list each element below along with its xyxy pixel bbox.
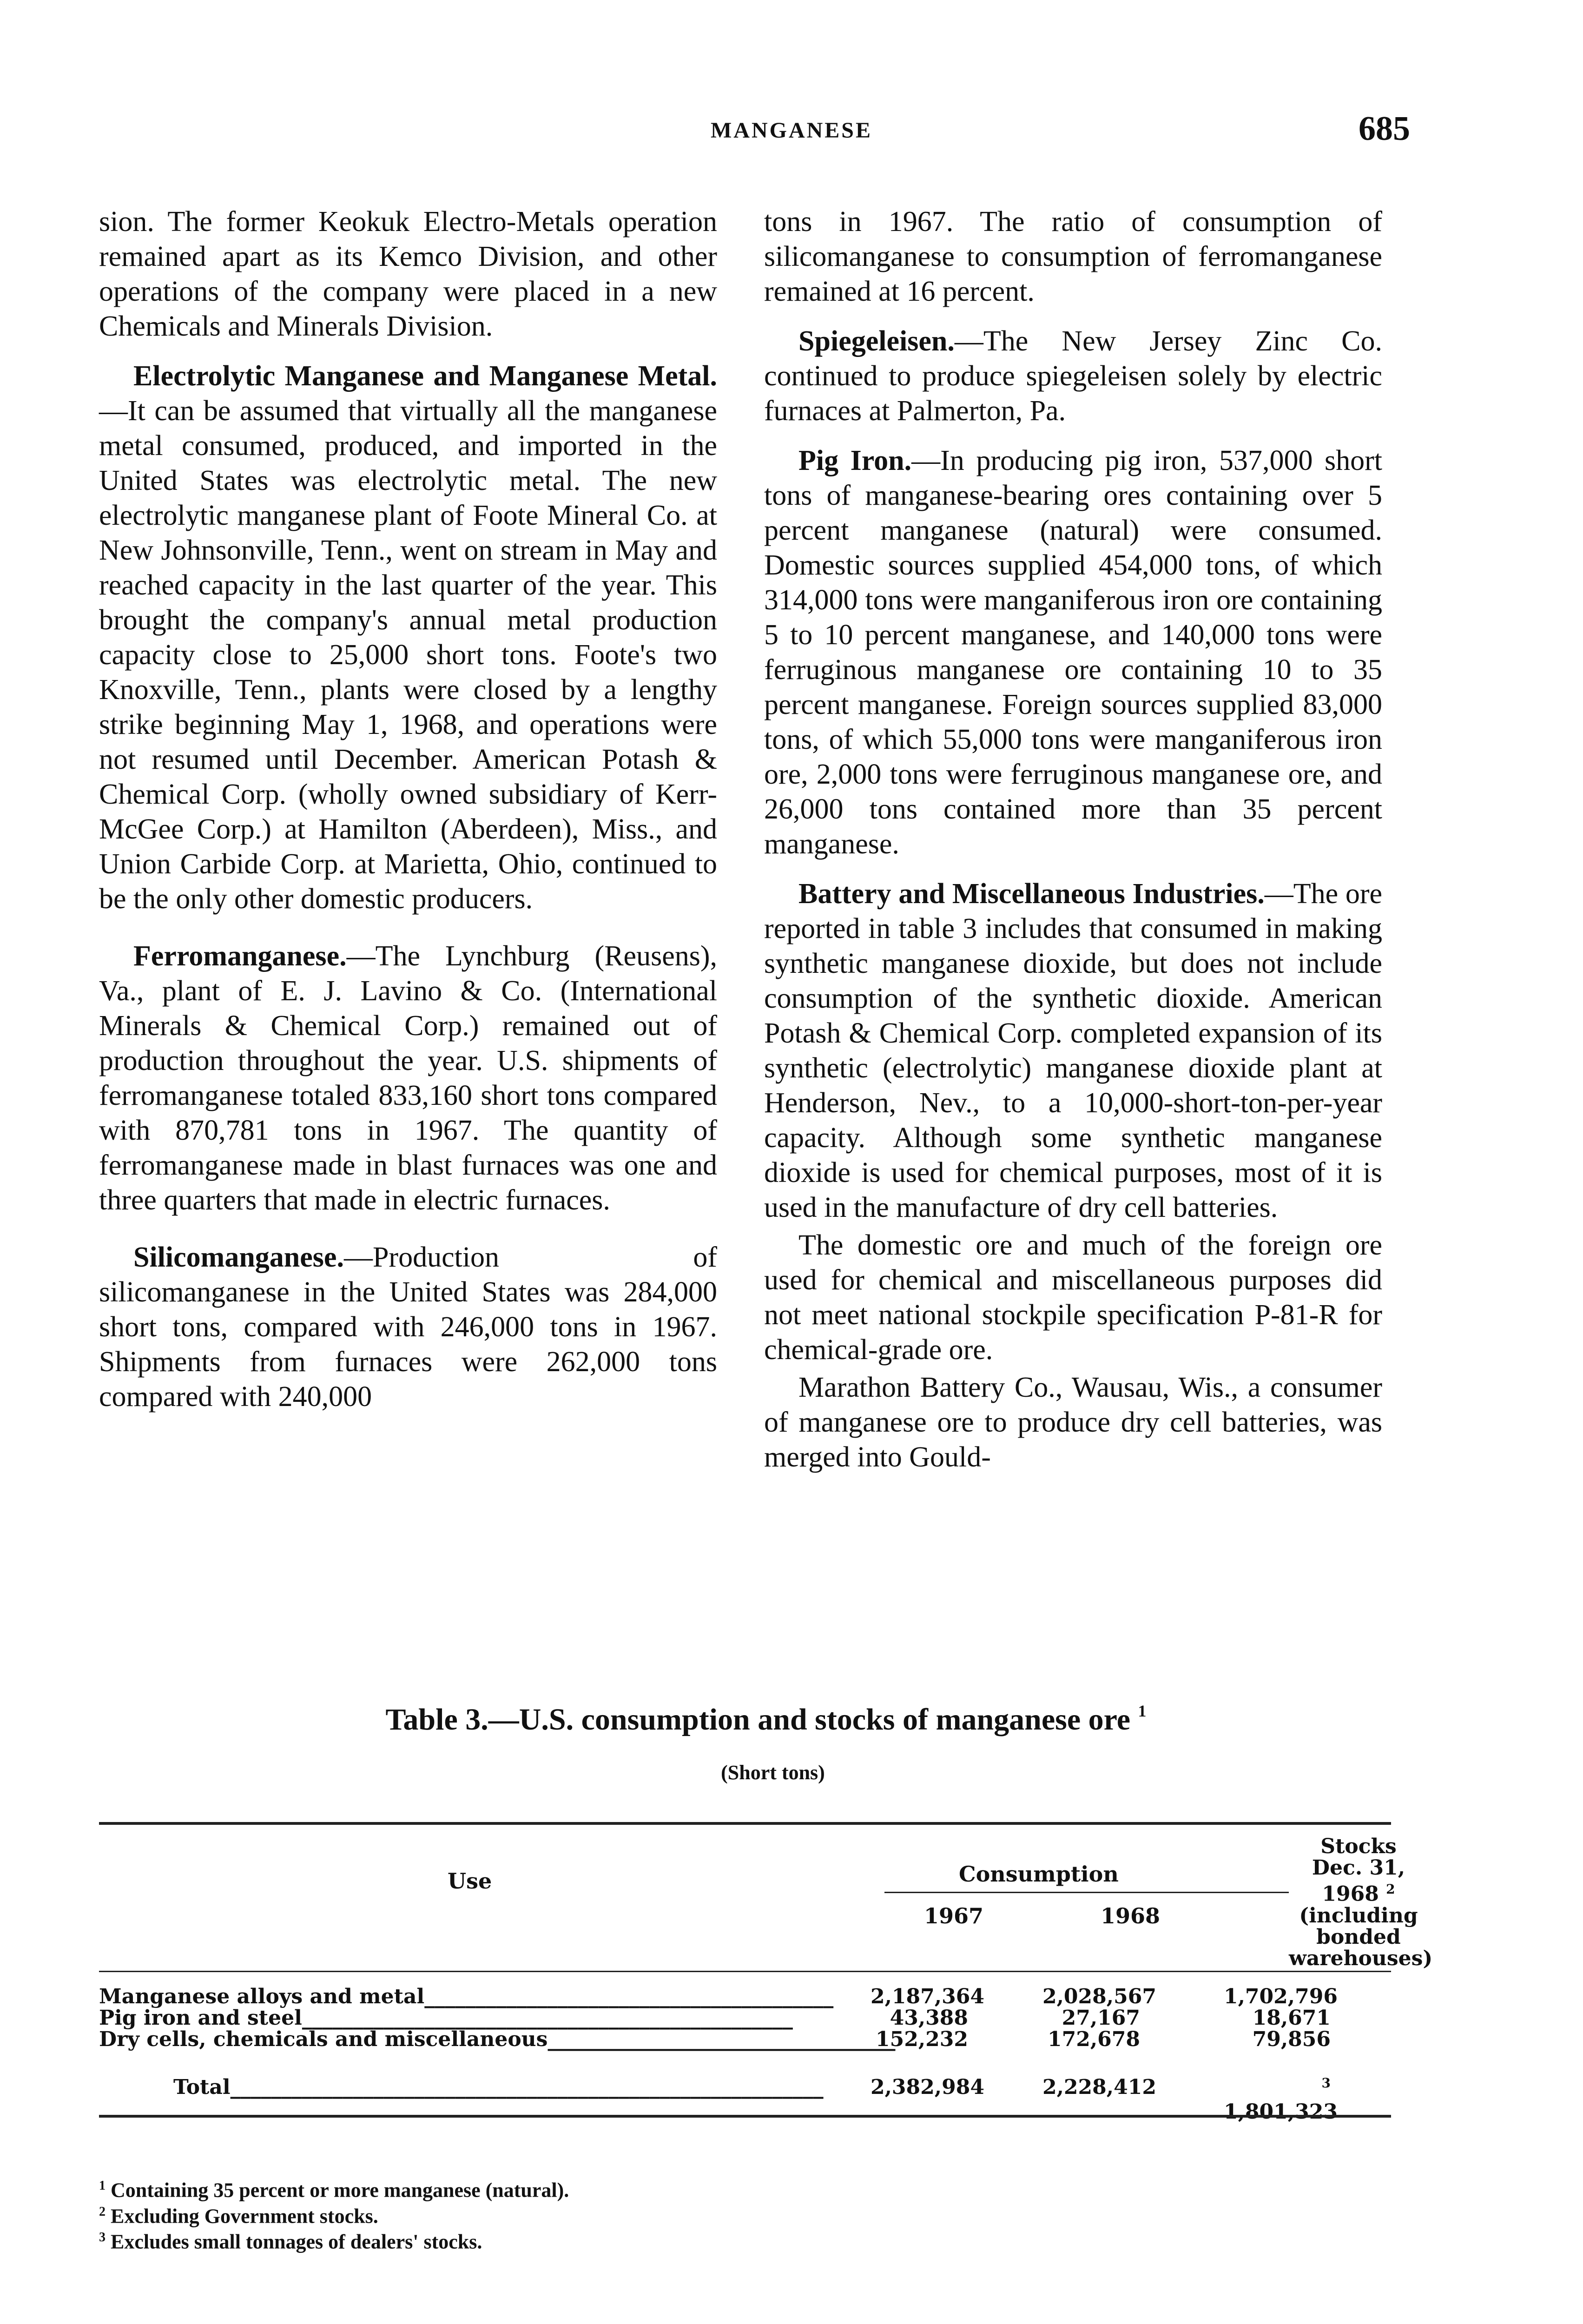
column-header-use: Use — [448, 1868, 492, 1894]
paragraph: sion. The former Keokuk Electro-Metals operation remained apart as its Kemco Division, and other operations of the company were placed in a new Chemicals and Minerals Division. — [99, 206, 717, 342]
stocks-header-line: bonded — [1316, 1925, 1401, 1949]
cell-1968: 27,167 — [1062, 2006, 1140, 2030]
paragraph — [764, 443, 1382, 862]
paragraph — [99, 359, 717, 917]
column-header-consumption: Consumption — [959, 1862, 1119, 1887]
table-subtitle: (Short tons) — [721, 1761, 825, 1784]
footnote — [99, 2201, 569, 2227]
cell-stocks: 18,671 — [1252, 2006, 1331, 2030]
cell-1967: 2,187,364 — [871, 1985, 984, 2008]
paragraph-body: —The Lynchburg (Reusens), Va., plant of E. J. Lavino & Co. (International Minerals & Chemical Corp.) remained out of production throughout the year. U.S. shipments of ferromanganese totaled 833,160 short tons compared with 870,781 tons in 1967. The quantity of ferromanganese made in blast furnaces was one and three quarters that made in electric furnaces. — [99, 940, 717, 1216]
section-heading: Electrolytic Manganese and Manganese Metal. — [133, 360, 717, 392]
cell-stocks-value: 1,801,323 — [1224, 2100, 1338, 2124]
paragraph-body: —The New Jersey Zinc Co. continued to produce spiegeleisen solely by electric furnaces at Palmerton, Pa. — [764, 325, 1382, 427]
table-row — [99, 2027, 1391, 2051]
column-header-stocks — [1289, 1835, 1433, 1970]
footnote-text: Excludes small tonnages of dealers' stocks. — [111, 2230, 482, 2253]
table-title-text: Table 3.—U.S. consumption and stocks of manganese ore — [385, 1703, 1131, 1736]
row-label-text: Pig iron and steel — [99, 2006, 302, 2030]
row-label-text: Manganese alloys and metal — [99, 1985, 425, 2008]
row-label-text: Dry cells, chemicals and miscellaneous — [99, 2027, 548, 2051]
right-column — [764, 205, 1382, 1497]
cell-stocks: 79,856 — [1252, 2027, 1331, 2051]
footnote — [99, 2227, 569, 2253]
section-heading: Silicomanganese. — [133, 1241, 344, 1273]
footnotes — [99, 2175, 569, 2253]
running-header — [0, 109, 1583, 151]
footnote-mark: 2 — [99, 2204, 106, 2219]
footnote — [99, 2175, 569, 2201]
row-label-text: Total — [173, 2075, 231, 2099]
row-label: Pig iron and steel________________________________________________ — [99, 2006, 793, 2030]
paragraph — [764, 324, 1382, 429]
footnote-mark: 1 — [1138, 1702, 1147, 1720]
paragraph: The domestic ore and much of the foreign ore used for chemical and miscellaneous purposes did not meet national stockpile specification P-81-R for chemical-grade ore. — [764, 1229, 1382, 1366]
column-header-1968: 1968 — [1101, 1903, 1161, 1928]
cell-1968: 2,028,567 — [1042, 1985, 1156, 2008]
section-heading: Ferromanganese. — [133, 940, 347, 972]
section-heading: Battery and Miscellaneous Industries. — [798, 878, 1265, 910]
stocks-header-date: Dec. 31, 1968 — [1312, 1856, 1405, 1906]
paragraph — [99, 939, 717, 1218]
left-column — [99, 205, 717, 1437]
table-bottom-rule — [99, 2115, 1391, 2118]
cell-stocks: 1,702,796 — [1224, 1985, 1338, 2008]
stocks-header-line: (including — [1299, 1903, 1418, 1928]
stocks-header-line — [1289, 1857, 1428, 1905]
table-title — [141, 1701, 1391, 1737]
row-label: Total__________________________________________________________ — [173, 2075, 824, 2099]
table-row — [99, 2006, 1391, 2029]
paragraph: Marathon Battery Co., Wausau, Wis., a consumer of manganese ore to produce dry cell batteries, was merged into Gould- — [764, 1372, 1382, 1473]
footnote-mark: 3 — [99, 2230, 106, 2245]
cell-1968: 2,228,412 — [1042, 2075, 1156, 2099]
running-title: MANGANESE — [710, 118, 873, 143]
paragraph-body: —In producing pig iron, 537,000 short tons of manganese-bearing ores containing over 5 percent manganese (natural) were consumed. Domestic sources supplied 454,000 tons, of which 314,000 tons were manganiferous iron ore containing 5 to 10 percent manganese, and 140,000 tons were ferruginous manganese ore containing 10 to 35 percent manganese. Foreign sources supplied 83,000 tons, of which 55,000 tons were manganiferous iron ore, 2,000 tons were ferruginous manganese ore, and 26,000 tons contained more than 35 percent manganese. — [764, 445, 1382, 860]
paragraph — [764, 877, 1382, 1225]
table-row — [99, 1985, 1391, 2008]
paragraph — [99, 1240, 717, 1414]
table-3 — [99, 1701, 1433, 2124]
footnote-text: Containing 35 percent or more manganese (natural). — [111, 2179, 569, 2202]
paragraph-body: —The ore reported in table 3 includes that consumed in making synthetic manganese dioxide, but does not include consumption of the synthetic dioxide. American Potash & Chemical Corp. completed expansion of its synthetic (electrolytic) manganese dioxide plant at Henderson, Nev., to a 10,000-short-ton-per-year capacity. Although some synthetic manganese dioxide is used for chemical purposes, most of it is used in the manufacture of dry cell batteries. — [764, 878, 1382, 1223]
table-top-rule — [99, 1822, 1391, 1825]
page-number: 685 — [1359, 110, 1410, 148]
footnote-mark: 3 — [1321, 2075, 1331, 2091]
row-label: Dry cells, chemicals and miscellaneous__________________________________ — [99, 2027, 896, 2051]
section-heading: Pig Iron. — [798, 445, 912, 476]
column-header-1967: 1967 — [924, 1903, 984, 1928]
column-group-rule — [884, 1892, 1289, 1893]
cell-1968: 172,678 — [1047, 2027, 1140, 2051]
footnote-mark: 1 — [99, 2179, 106, 2193]
paragraph-body: —Production of silicomanganese in the United States was 284,000 short tons, compared with 246,000 tons in 1967. Shipments from furnaces were 262,000 tons compared with 240,000 — [99, 1241, 717, 1413]
footnote-mark: 2 — [1386, 1882, 1395, 1897]
row-label: Manganese alloys and metal________________________________________ — [99, 1985, 834, 2008]
cell-1967: 43,388 — [890, 2006, 968, 2030]
header-bottom-rule — [99, 1971, 1391, 1972]
stocks-header-line: warehouses) — [1289, 1946, 1433, 1970]
paragraph: tons in 1967. The ratio of consumption of silicomanganese to consumption of ferromanganese remained at 16 percent. — [764, 206, 1382, 307]
cell-1967: 152,232 — [875, 2027, 968, 2051]
stocks-header-line: Stocks — [1320, 1835, 1397, 1858]
table-total-row — [99, 2075, 1391, 2124]
paragraph-body: —It can be assumed that virtually all the manganese metal consumed, produced, and imported in the United States was electrolytic metal. The new electrolytic manganese plant of Foote Mineral Co. at New Johnsonville, Tenn., went on stream in May and reached capacity in the last quarter of the year. This brought the company's annual metal production capacity close to 25,000 short tons. Foote's two Knoxville, Tenn., plants were closed by a lengthy strike beginning May 1, 1968, and operations were not resumed until December. American Potash & Chemical Corp. (wholly owned subsidiary of Kerr-McGee Corp.) at Hamilton (Aberdeen), Miss., and Union Carbide Corp. at Marietta, Ohio, continued to be the only other domestic producers. — [99, 395, 717, 915]
footnote-text: Excluding Government stocks. — [111, 2205, 378, 2228]
section-heading: Spiegeleisen. — [798, 325, 955, 357]
cell-1967: 2,382,984 — [871, 2075, 984, 2099]
